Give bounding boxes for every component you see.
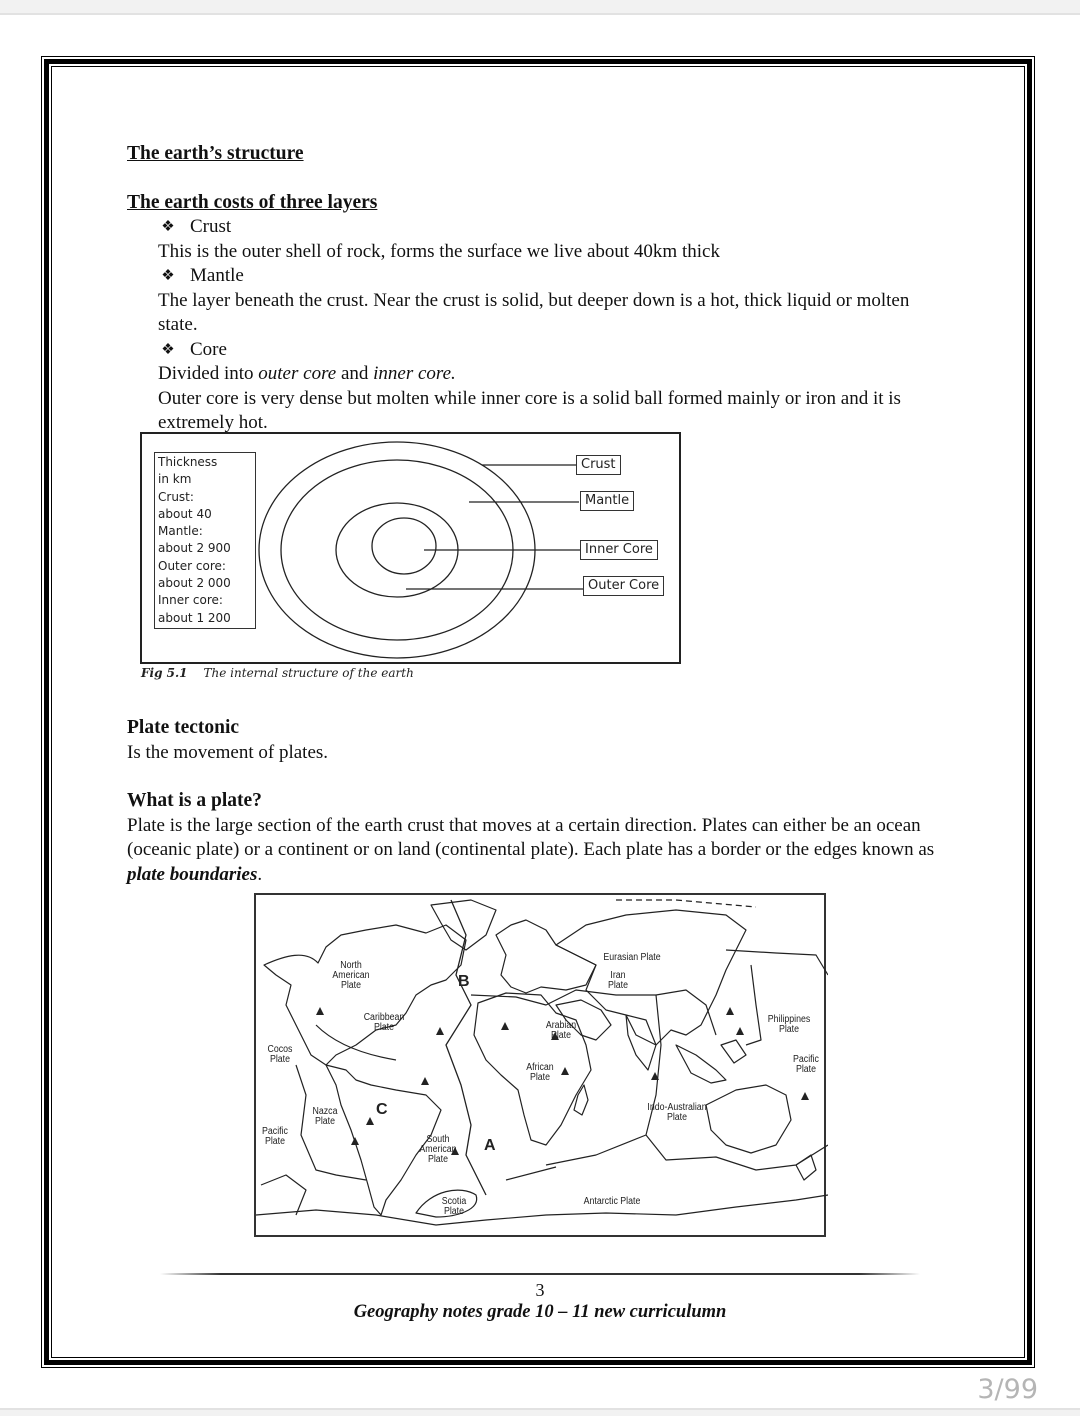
label-scotia-plate: Scotia Plate xyxy=(441,1196,467,1217)
bullet-label: Core xyxy=(190,338,227,360)
label-cocos-plate: Cocos Plate xyxy=(267,1044,293,1065)
legend-line: Thickness xyxy=(158,455,218,469)
text: . xyxy=(257,863,263,885)
text: Plate is the large section of the earth crust that moves at a certain direction. Plates can either be an ocean (oceanic plate) or a continent or on land (continental plate). Each plate has a border or the edges known as xyxy=(127,814,935,860)
figure-earth-structure xyxy=(140,432,681,664)
legend-line: about 40 xyxy=(158,506,212,521)
figure-number: Fig 5.1 xyxy=(141,666,188,680)
legend-line: about 2 900 xyxy=(158,541,231,556)
core-description xyxy=(127,362,957,387)
emph-plate-boundaries: plate boundaries xyxy=(127,863,258,885)
bullet-label: Mantle xyxy=(190,265,244,286)
diamond-bullet-icon: ❖ xyxy=(161,219,175,235)
bullet-mantle xyxy=(127,264,957,289)
legend-line: Inner core: xyxy=(158,593,223,608)
plate-tectonic-section xyxy=(127,716,957,887)
bullet-crust xyxy=(127,215,957,240)
legend-line: about 2 000 xyxy=(158,576,231,591)
label-inner-core: Inner Core xyxy=(580,540,658,560)
label-pacific-plate-west: Pacific Plate xyxy=(262,1126,288,1147)
plate-tectonic-text: Is the movement of plates. xyxy=(127,741,329,763)
legend-line: Mantle: xyxy=(158,524,203,539)
what-is-plate-text xyxy=(127,814,947,888)
figure-caption-text: The internal structure of the earth xyxy=(203,666,414,680)
bullet-label: Crust xyxy=(190,216,232,237)
label-crust: Crust xyxy=(576,455,621,475)
label-outer-core: Outer Core xyxy=(583,576,664,596)
emph-inner-core: inner core. xyxy=(373,363,456,384)
heading-what-is-plate: What is a plate? xyxy=(127,790,262,811)
label-philippines-plate: Philippines Plate xyxy=(767,1014,811,1035)
figure-caption xyxy=(141,666,414,680)
map-letter-b: B xyxy=(458,973,470,990)
core-description-2: Outer core is very dense but molten while inner core is a solid ball formed mainly or iron and it is extremely hot. xyxy=(158,387,901,433)
mantle-description: The layer beneath the crust. Near the crust is solid, but deeper down is a hot, thick liquid or molten state. xyxy=(158,289,910,335)
label-pacific-plate-east: Pacific Plate xyxy=(793,1054,819,1075)
page-counter: 3/99 xyxy=(977,1374,1038,1405)
label-south-american-plate: South American Plate xyxy=(419,1134,457,1165)
page-content xyxy=(127,142,957,436)
text: and xyxy=(336,363,374,384)
label-caribbean-plate: Caribbean Plate xyxy=(363,1012,405,1033)
label-mantle: Mantle xyxy=(580,491,634,511)
emph-outer-core: outer core xyxy=(258,363,337,384)
world-plates-map xyxy=(254,893,826,1237)
thickness-legend xyxy=(154,452,256,629)
map-letter-c: C xyxy=(376,1101,388,1118)
label-iran-plate: Iran Plate xyxy=(607,970,629,991)
footer-title: Geography notes grade 10 – 11 new curriculumn xyxy=(353,1302,727,1322)
diamond-bullet-icon: ❖ xyxy=(161,341,175,358)
map-letter-a: A xyxy=(484,1137,496,1154)
label-nazca-plate: Nazca Plate xyxy=(312,1106,338,1127)
heading-three-layers: The earth costs of three layers xyxy=(127,191,378,213)
crust-description: This is the outer shell of rock, forms the surface we live about 40km thick xyxy=(158,240,720,262)
label-indo-australian-plate: Indo-Australian Plate xyxy=(647,1102,707,1123)
legend-line: about 1 200 xyxy=(158,610,231,625)
footer-divider xyxy=(160,1273,920,1275)
heading-plate-tectonic: Plate tectonic xyxy=(127,717,240,738)
legend-line: Outer core: xyxy=(158,558,226,573)
viewer-bottom-bar xyxy=(0,1408,1080,1416)
legend-line: in km xyxy=(158,472,192,487)
label-african-plate: African Plate xyxy=(526,1062,554,1083)
label-arabian-plate: Arabian Plate xyxy=(545,1020,577,1041)
legend-line: Crust: xyxy=(158,489,194,504)
bullet-core xyxy=(127,338,957,363)
text: Divided into xyxy=(158,363,259,384)
heading-earth-structure: The earth’s structure xyxy=(127,143,304,164)
viewer-top-bar xyxy=(0,0,1080,15)
label-eurasian-plate: Eurasian Plate xyxy=(603,952,661,963)
diamond-bullet-icon: ❖ xyxy=(161,268,175,284)
label-antarctic-plate: Antarctic Plate xyxy=(583,1196,641,1207)
label-north-american-plate: North American Plate xyxy=(332,960,370,991)
footer-page-number: 3 xyxy=(535,1280,545,1300)
